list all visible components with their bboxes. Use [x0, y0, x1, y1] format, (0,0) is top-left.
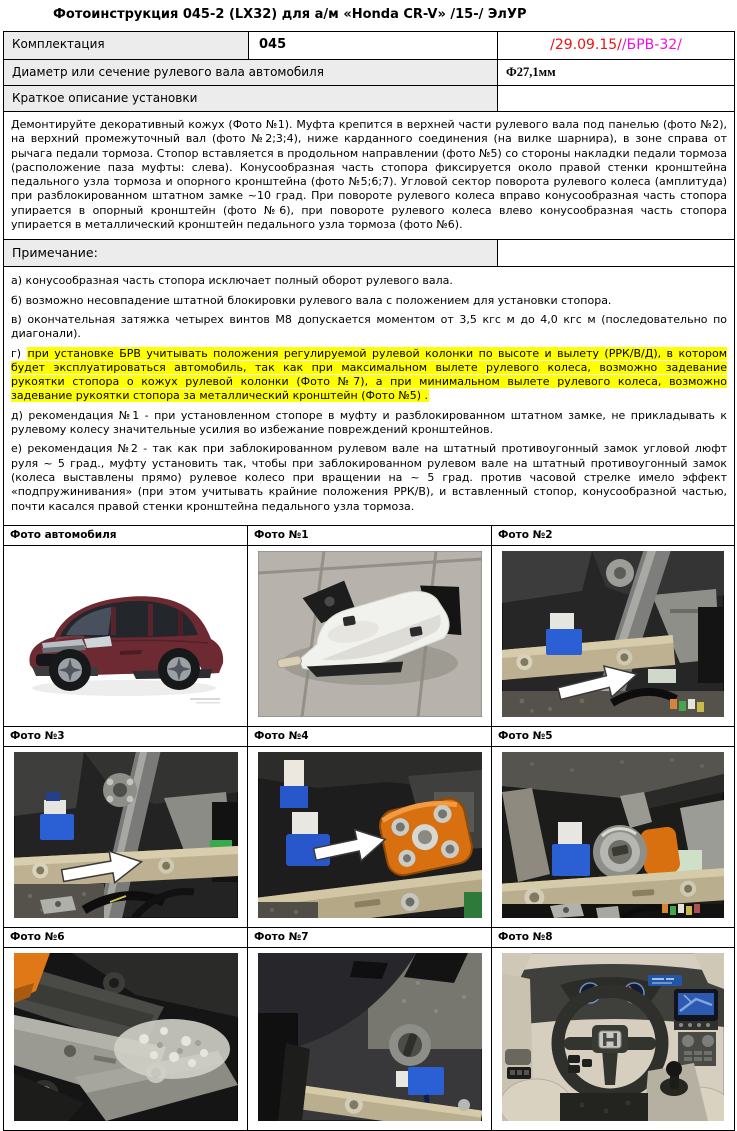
- photo-caption-8: Фото №8: [492, 927, 735, 947]
- photo-caption-3: Фото №3: [4, 726, 248, 746]
- kit-label: Комплектация: [4, 32, 249, 60]
- photo-row-3: [4, 947, 735, 1130]
- yellow-highlight: при установке БРВ учитывать положения регулируемой рулевой колонки по высоте и вылету (РРК/В/Д), в котором будет эксплуатироваться автомобиль, так как при максимальном вылете рулевого колеса, возможно задевание рукоятки стопора о кожух рулевой колонки (Фото №7), а при минимальном вылете рулевого колеса, возможно задевание рукоятки стопора за металлический кронштейн (Фото №5) .: [11, 346, 727, 403]
- photo-2-image: [502, 551, 724, 717]
- photo-caption-7: Фото №7: [248, 927, 492, 947]
- photo-caption-1: Фото №1: [248, 525, 492, 545]
- photo-caption-6: Фото №6: [4, 927, 248, 947]
- photo-7-image: [258, 953, 482, 1121]
- kit-row: [4, 32, 735, 60]
- photo-5-image: [502, 752, 724, 918]
- photo-row-1: [4, 545, 735, 726]
- photo-4: [248, 746, 492, 927]
- diameter-row: [4, 60, 735, 86]
- note-v: в) окончательная затяжка четырех винтов М8 допускается моментом от 3,5 кгс м до 4,0 кгс м (последовательно по диагонали).: [11, 312, 727, 341]
- notes-block: [4, 267, 735, 525]
- diameter-label: Диаметр или сечение рулевого вала автомобиля: [4, 60, 498, 86]
- photo-caption-car: Фото автомобиля: [4, 525, 248, 545]
- short-desc-row: [4, 86, 735, 112]
- kit-value: 045: [249, 32, 498, 60]
- revision-value: [498, 32, 735, 60]
- notes-row: [4, 267, 735, 525]
- photo-8-image: [502, 953, 724, 1121]
- photo-2: [492, 545, 735, 726]
- photo-6: [4, 947, 248, 1130]
- photo-8: [492, 947, 735, 1130]
- note-e: е) рекомендация №2 - так как при заблокированном рулевом вале на штатный противоугонный замок угловой люфт руля ~ 5 град., муфту установить так, чтобы при заблокированном рулевом вале на штатный противоугонный замок (колеса выставлены прямо) рулевое колесо при вращении на ~ 5 град. против часовой стрелке имело эффект «подпружинивания» (при этом учитывать крайние положения РРК/В), и вставленный стопор, конусообразной частью, почти касался правой стенки кронштейна педального узла тормоза.: [11, 442, 728, 513]
- photo-caption-row-3: [4, 927, 735, 947]
- note-b: б) возможно несовпадение штатной блокировки рулевого вала с положением для установки стопора.: [11, 293, 612, 307]
- photo-car-image: [12, 551, 240, 715]
- photo-caption-5: Фото №5: [492, 726, 735, 746]
- info-table: [3, 31, 735, 526]
- photo-caption-4: Фото №4: [248, 726, 492, 746]
- note-d: д) рекомендация №1 - при установленном стопоре в муфту и разблокированном штатном замке, не прикладывать к рулевому колесу значительные усилия во избежание повреждений кронштейнов.: [11, 408, 728, 437]
- note-a: а) конусообразная часть стопора исключает полный оборот рулевого вала.: [11, 274, 453, 288]
- photo-1: [248, 545, 492, 726]
- photo-4-image: [258, 752, 482, 918]
- revision-code: /БРВ-32/: [621, 37, 682, 53]
- photo-caption-row-2: [4, 726, 735, 746]
- notes-header-empty-cell: [498, 240, 735, 267]
- photo-5: [492, 746, 735, 927]
- description-row: [4, 112, 735, 240]
- photo-7: [248, 947, 492, 1130]
- short-description-empty-cell: [498, 86, 735, 112]
- diameter-value: Ф27,1мм: [498, 60, 735, 86]
- revision-date: /29.09.15/: [550, 37, 622, 53]
- document-title: Фотоинструкция 045-2 (LX32) для а/м «Honda CR-V» /15-/ ЭлУР: [53, 7, 527, 22]
- photo-1-image: [258, 551, 482, 717]
- photo-row-2: [4, 746, 735, 927]
- notes-header: Примечание:: [4, 240, 498, 267]
- short-description-label: Краткое описание установки: [4, 86, 498, 112]
- note-g-highlighted: г) при установке БРВ учитывать положения регулируемой рулевой колонки по высоте и вылету (РРК/В/Д), в котором будет эксплуатироваться автомобиль, так как при максимальном вылете рулевого колеса, возможно задевание рукоятки стопора о кожух рулевой колонки (Фото №7), а при минимальном вылете рулевого колеса, возможно задевание рукоятки стопора за металлический кронштейн (Фото №5) .: [11, 346, 727, 403]
- photo-caption-row-1: [4, 525, 735, 545]
- photo-6-image: [14, 953, 238, 1121]
- note-header-row: [4, 240, 735, 267]
- photo-car: [4, 545, 248, 726]
- photo-3-image: [14, 752, 238, 918]
- photo-caption-2: Фото №2: [492, 525, 735, 545]
- installation-description: Демонтируйте декоративный кожух (Фото №1). Муфта крепится в верхней части рулевого вала под панелью (фото №2), на верхний промежуточный вал (фото №2;3;4), ниже карданного соединения (на вилке шарнира), в зоне справа от рычага педали тормоза. Стопор вставляется в продольном направлении (фото №5) со стороны накладки педали тормоза (расположение паза муфты: слева). Конусообразная часть стопора фиксируется около правой стенки кронштейна педального узла тормоза и опорного кронштейна (фото №5;6;7). Угловой сектор поворота рулевого колеса (амплитуда) при разблокированном штатном замке ~10 град. При повороте рулевого колеса вправо конусообразная часть стопора упирается в опорный кронштейн (фото №6), при повороте рулевого колеса влево конусообразная часть стопора упирается в металлический кронштейн педального узла тормоза (фото №6).: [4, 112, 735, 240]
- photo-3: [4, 746, 248, 927]
- photo-grid: [3, 525, 735, 1131]
